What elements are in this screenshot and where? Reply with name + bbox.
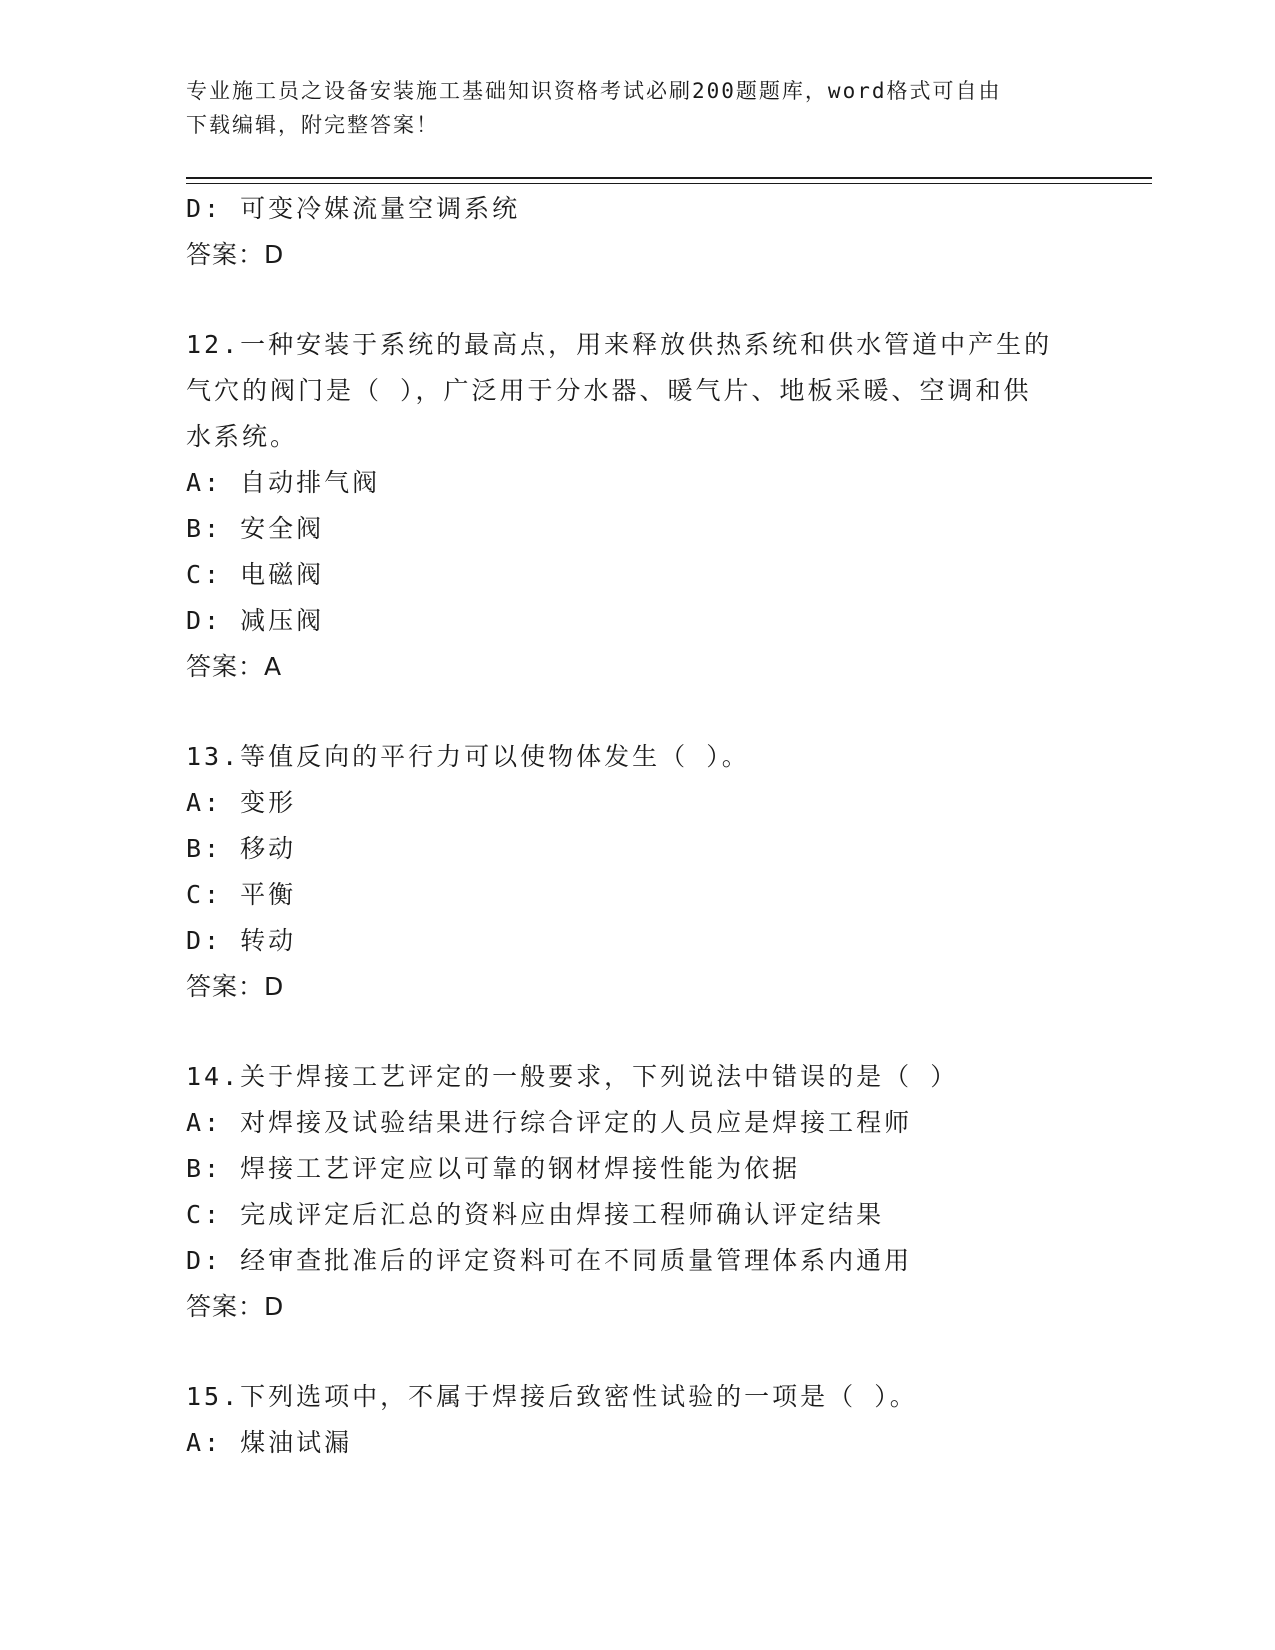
question-stem-line: 15.下列选项中，不属于焊接后致密性试验的一项是（ ）。 xyxy=(186,1382,918,1411)
question-12 xyxy=(186,322,1086,690)
question-15 xyxy=(186,1374,1086,1466)
option-b: B: 焊接工艺评定应以可靠的钢材焊接性能为依据 xyxy=(186,1154,801,1183)
question-stem-line: 12.一种安装于系统的最高点，用来释放供热系统和供水管道中产生的 xyxy=(186,330,1053,359)
option-d: D: 可变冷媒流量空调系统 xyxy=(186,194,521,223)
question-list xyxy=(186,186,1086,1466)
answer-line: 答案：D xyxy=(186,1292,285,1321)
question-stem-line: 13.等值反向的平行力可以使物体发生（ ）。 xyxy=(186,742,750,771)
question-stem-line: 气穴的阀门是（ ），广泛用于分水器、暖气片、地板采暖、空调和供 xyxy=(186,376,1032,405)
option-d: D: 经审查批准后的评定资料可在不同质量管理体系内通用 xyxy=(186,1246,913,1275)
option-a: A: 变形 xyxy=(186,788,297,817)
option-a: A: 自动排气阀 xyxy=(186,468,381,497)
option-a: A: 煤油试漏 xyxy=(186,1428,353,1457)
option-c: C: 完成评定后汇总的资料应由焊接工程师确认评定结果 xyxy=(186,1200,885,1229)
header-divider-thick xyxy=(186,177,1152,179)
option-c: C: 电磁阀 xyxy=(186,560,325,589)
answer-line: 答案：A xyxy=(186,652,283,681)
option-b: B: 移动 xyxy=(186,834,297,863)
header-title-line-1: 专业施工员之设备安装施工基础知识资格考试必刷200题题库，word格式可自由 xyxy=(186,79,1002,103)
document-header xyxy=(186,74,1066,142)
option-c: C: 平衡 xyxy=(186,880,297,909)
option-b: B: 安全阀 xyxy=(186,514,325,543)
header-title-line-2: 下载编辑，附完整答案！ xyxy=(186,113,439,137)
option-d: D: 减压阀 xyxy=(186,606,325,635)
header-divider-thin xyxy=(186,183,1152,184)
question-14 xyxy=(186,1054,1086,1330)
question-stem-line: 水系统。 xyxy=(186,422,299,451)
option-a: A: 对焊接及试验结果进行综合评定的人员应是焊接工程师 xyxy=(186,1108,913,1137)
answer-line: 答案：D xyxy=(186,972,285,1001)
question-13 xyxy=(186,734,1086,1010)
option-d: D: 转动 xyxy=(186,926,297,955)
question-11-tail xyxy=(186,186,1086,278)
answer-line: 答案：D xyxy=(186,240,285,269)
question-stem-line: 14.关于焊接工艺评定的一般要求，下列说法中错误的是（ ） xyxy=(186,1062,959,1091)
